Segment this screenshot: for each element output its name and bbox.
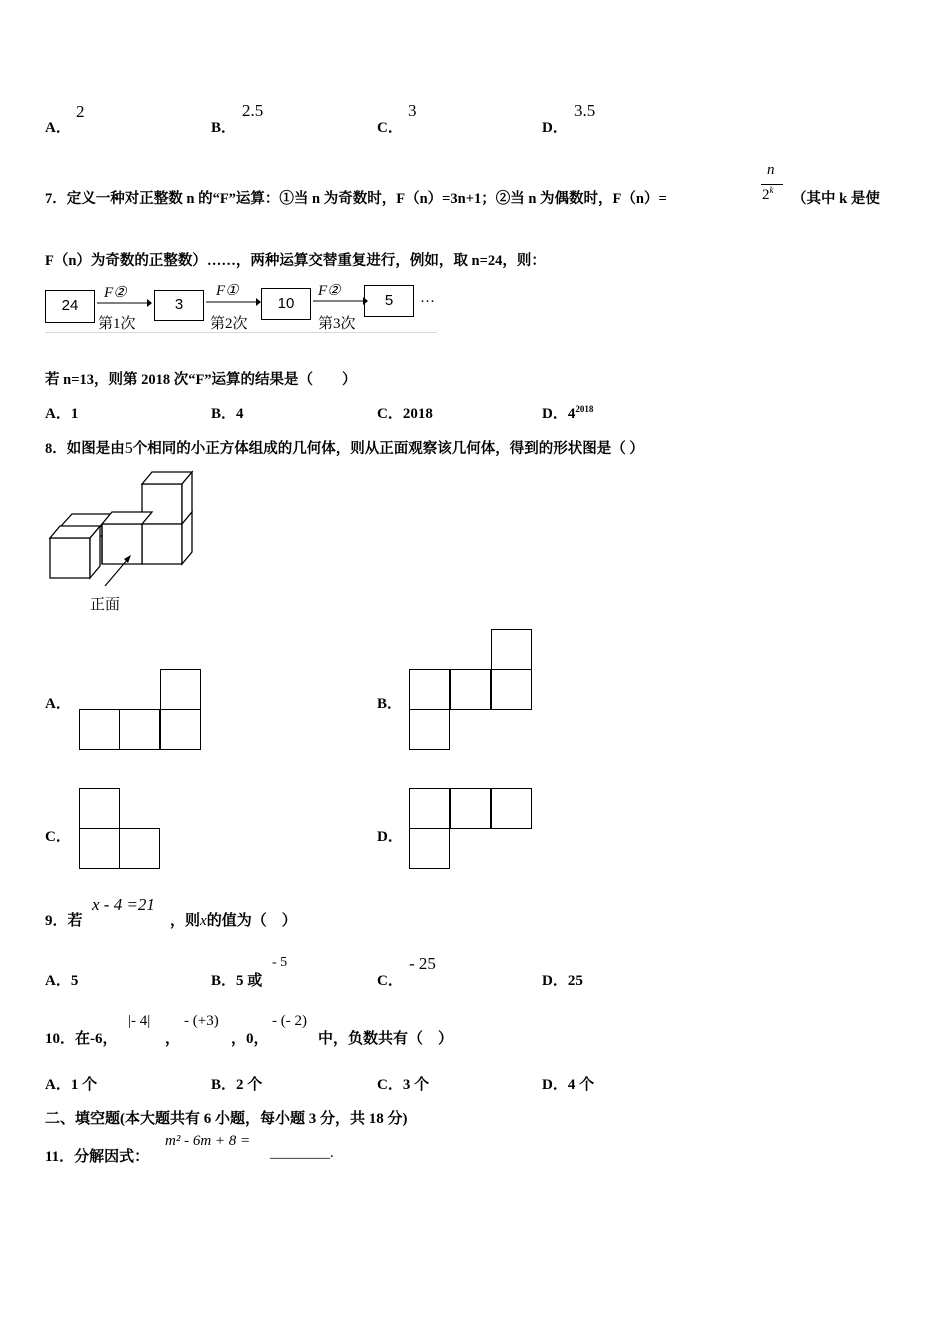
q10-option-b	[211, 1073, 262, 1094]
q9-post: 的值为（ ）	[206, 913, 297, 929]
q6-option-d: D．	[542, 120, 568, 136]
flow-box-4: 5	[364, 285, 414, 317]
grid-square	[491, 788, 532, 829]
grid-square	[450, 669, 491, 710]
q10-expr-1: |- 4|	[128, 1013, 151, 1029]
q9-equation	[92, 895, 155, 915]
option-letter: A．	[45, 1077, 71, 1093]
option-letter: B．	[211, 1077, 237, 1093]
q8-cube-figure	[40, 466, 210, 596]
section2-title: 二、填空题(本大题共有 6 小题，每小题 3 分，共 18 分)	[45, 1111, 408, 1127]
q8-question	[45, 437, 644, 458]
q6-option-b: B．	[211, 120, 237, 136]
grid-square	[119, 709, 160, 750]
flow-op-3: F②	[318, 283, 341, 299]
flow-op-1: F②	[104, 285, 127, 301]
q10-sep-1: ，	[165, 1031, 181, 1047]
q6-option-b-value: 2.5	[242, 101, 264, 120]
q7-frac-numerator: n	[767, 162, 775, 178]
q11-end: .	[330, 1145, 334, 1161]
grid-square	[450, 788, 491, 829]
grid-square	[79, 709, 120, 750]
q6-option-a-value: 2	[76, 102, 85, 121]
option-letter: C．	[377, 406, 403, 422]
grid-square	[409, 709, 450, 750]
grid-square	[160, 669, 201, 710]
q6-option-c: C．	[377, 120, 403, 136]
answer-blank[interactable]: ________	[270, 1145, 330, 1161]
q10-pre: 10．在-6，	[45, 1031, 118, 1047]
grid-square	[79, 828, 120, 869]
option-letter: D．	[542, 1077, 568, 1093]
q10-expr-2: - (+3)	[184, 1013, 219, 1029]
flow-step-2: 第2次	[210, 316, 248, 332]
q9-option-c-letter: C．	[377, 973, 403, 989]
q7-frac-denominator	[762, 185, 774, 204]
grid-square	[119, 828, 160, 869]
q8-pre: 8．如图是由	[45, 441, 125, 457]
q9-option-b	[211, 969, 262, 990]
q8-post: 个相同的小正方体组成的几何体，则从正面观察该几何体，得到的形状图是（ ）	[132, 441, 644, 457]
option-value: 4	[236, 406, 244, 422]
q11-blank[interactable]	[270, 1145, 334, 1162]
q7-line1-tail: （其中 k 是使	[792, 191, 880, 207]
q10-option-a	[45, 1073, 97, 1094]
flow-arrow-3	[313, 296, 368, 306]
option-value: 4	[567, 406, 576, 422]
flow-box-2: 3	[154, 290, 204, 321]
q6-option-c-value: 3	[408, 101, 417, 120]
q7-option-c	[377, 402, 433, 423]
q7-option-a	[45, 402, 78, 423]
q10-option-d	[542, 1073, 594, 1094]
option-value: 3 个	[402, 1077, 430, 1093]
q9-option-c-math: - 25	[409, 954, 436, 973]
frac-base: 2	[762, 187, 770, 203]
q8-option-a-letter: A．	[45, 696, 71, 712]
q9-option-b-math: - 5	[272, 955, 288, 970]
grid-square	[160, 709, 201, 750]
option-value: 5	[70, 973, 79, 989]
q8-number: 5	[124, 440, 133, 457]
grid-square	[491, 669, 532, 710]
flow-box-1: 24	[45, 290, 95, 323]
option-letter: A．	[45, 120, 71, 136]
q9-var: x	[200, 913, 207, 929]
q8-option-b-letter: B．	[377, 696, 403, 712]
option-letter: D．	[542, 973, 568, 989]
option-letter: A．	[45, 406, 71, 422]
flow-box-3: 10	[261, 288, 311, 320]
q6-option-d-value: 3.5	[574, 101, 596, 120]
q9-tail	[170, 909, 297, 930]
option-value: 1	[70, 406, 79, 422]
q9-option-d	[542, 969, 583, 990]
q9-pre: 9．若	[45, 913, 83, 929]
flow-underline	[45, 332, 437, 333]
q10-option-c	[377, 1073, 429, 1094]
q9-option-a	[45, 969, 78, 990]
q7-option-b	[211, 402, 244, 423]
q7-line1: 7．定义一种对正整数 n 的“F”运算：①当 n 为奇数时，F（n）=3n+1；②当 n 为偶数时，F（n）=	[45, 191, 667, 207]
q10-expr-3: - (- 2)	[272, 1013, 307, 1029]
q9-equation-text: x - 4 =21	[92, 895, 155, 914]
flow-op-2: F①	[216, 283, 239, 299]
grid-square	[409, 669, 450, 710]
q10-post: 中，负数共有（ ）	[318, 1031, 454, 1047]
flow-ellipsis: …	[420, 290, 435, 306]
grid-square	[491, 629, 532, 670]
q7-question: 若 n=13，则第 2018 次“F”运算的结果是（ ）	[45, 372, 357, 388]
option-letter: C．	[377, 1077, 403, 1093]
option-letter: B．	[211, 973, 237, 989]
option-value: 2018	[402, 406, 433, 422]
option-value: 25	[567, 973, 583, 989]
frac-exp: k	[769, 185, 774, 195]
flow-step-1: 第1次	[98, 316, 136, 332]
option-value: 2 个	[236, 1077, 263, 1093]
q6-option-a	[45, 116, 71, 137]
option-value: 1 个	[70, 1077, 98, 1093]
option-exponent: 2018	[575, 404, 594, 414]
option-value: 4 个	[567, 1077, 595, 1093]
grid-square	[79, 788, 120, 829]
option-letter: D．	[542, 406, 568, 422]
q8-option-c-letter: C．	[45, 829, 71, 845]
q11-expression: m² - 6m + 8 =	[165, 1133, 251, 1149]
q11-pre: 11．分解因式：	[45, 1149, 150, 1165]
grid-square	[409, 788, 450, 829]
flow-step-3: 第3次	[318, 316, 356, 332]
option-letter: B．	[211, 406, 237, 422]
q8-front-label: 正面	[90, 595, 121, 613]
q8-option-d-letter: D．	[377, 829, 403, 845]
flow-arrow-2	[206, 297, 261, 307]
q7-line2: F（n）为奇数的正整数）……，两种运算交替重复进行，例如，取 n=24，则：	[45, 253, 546, 269]
flow-arrow-1	[97, 298, 152, 308]
q10-sep-2: ，0，	[231, 1031, 269, 1047]
q7-option-d	[542, 402, 593, 423]
grid-square	[409, 828, 450, 869]
option-letter: A．	[45, 973, 71, 989]
option-value: 5 或	[236, 973, 263, 989]
q9-mid: ，则	[170, 913, 201, 929]
